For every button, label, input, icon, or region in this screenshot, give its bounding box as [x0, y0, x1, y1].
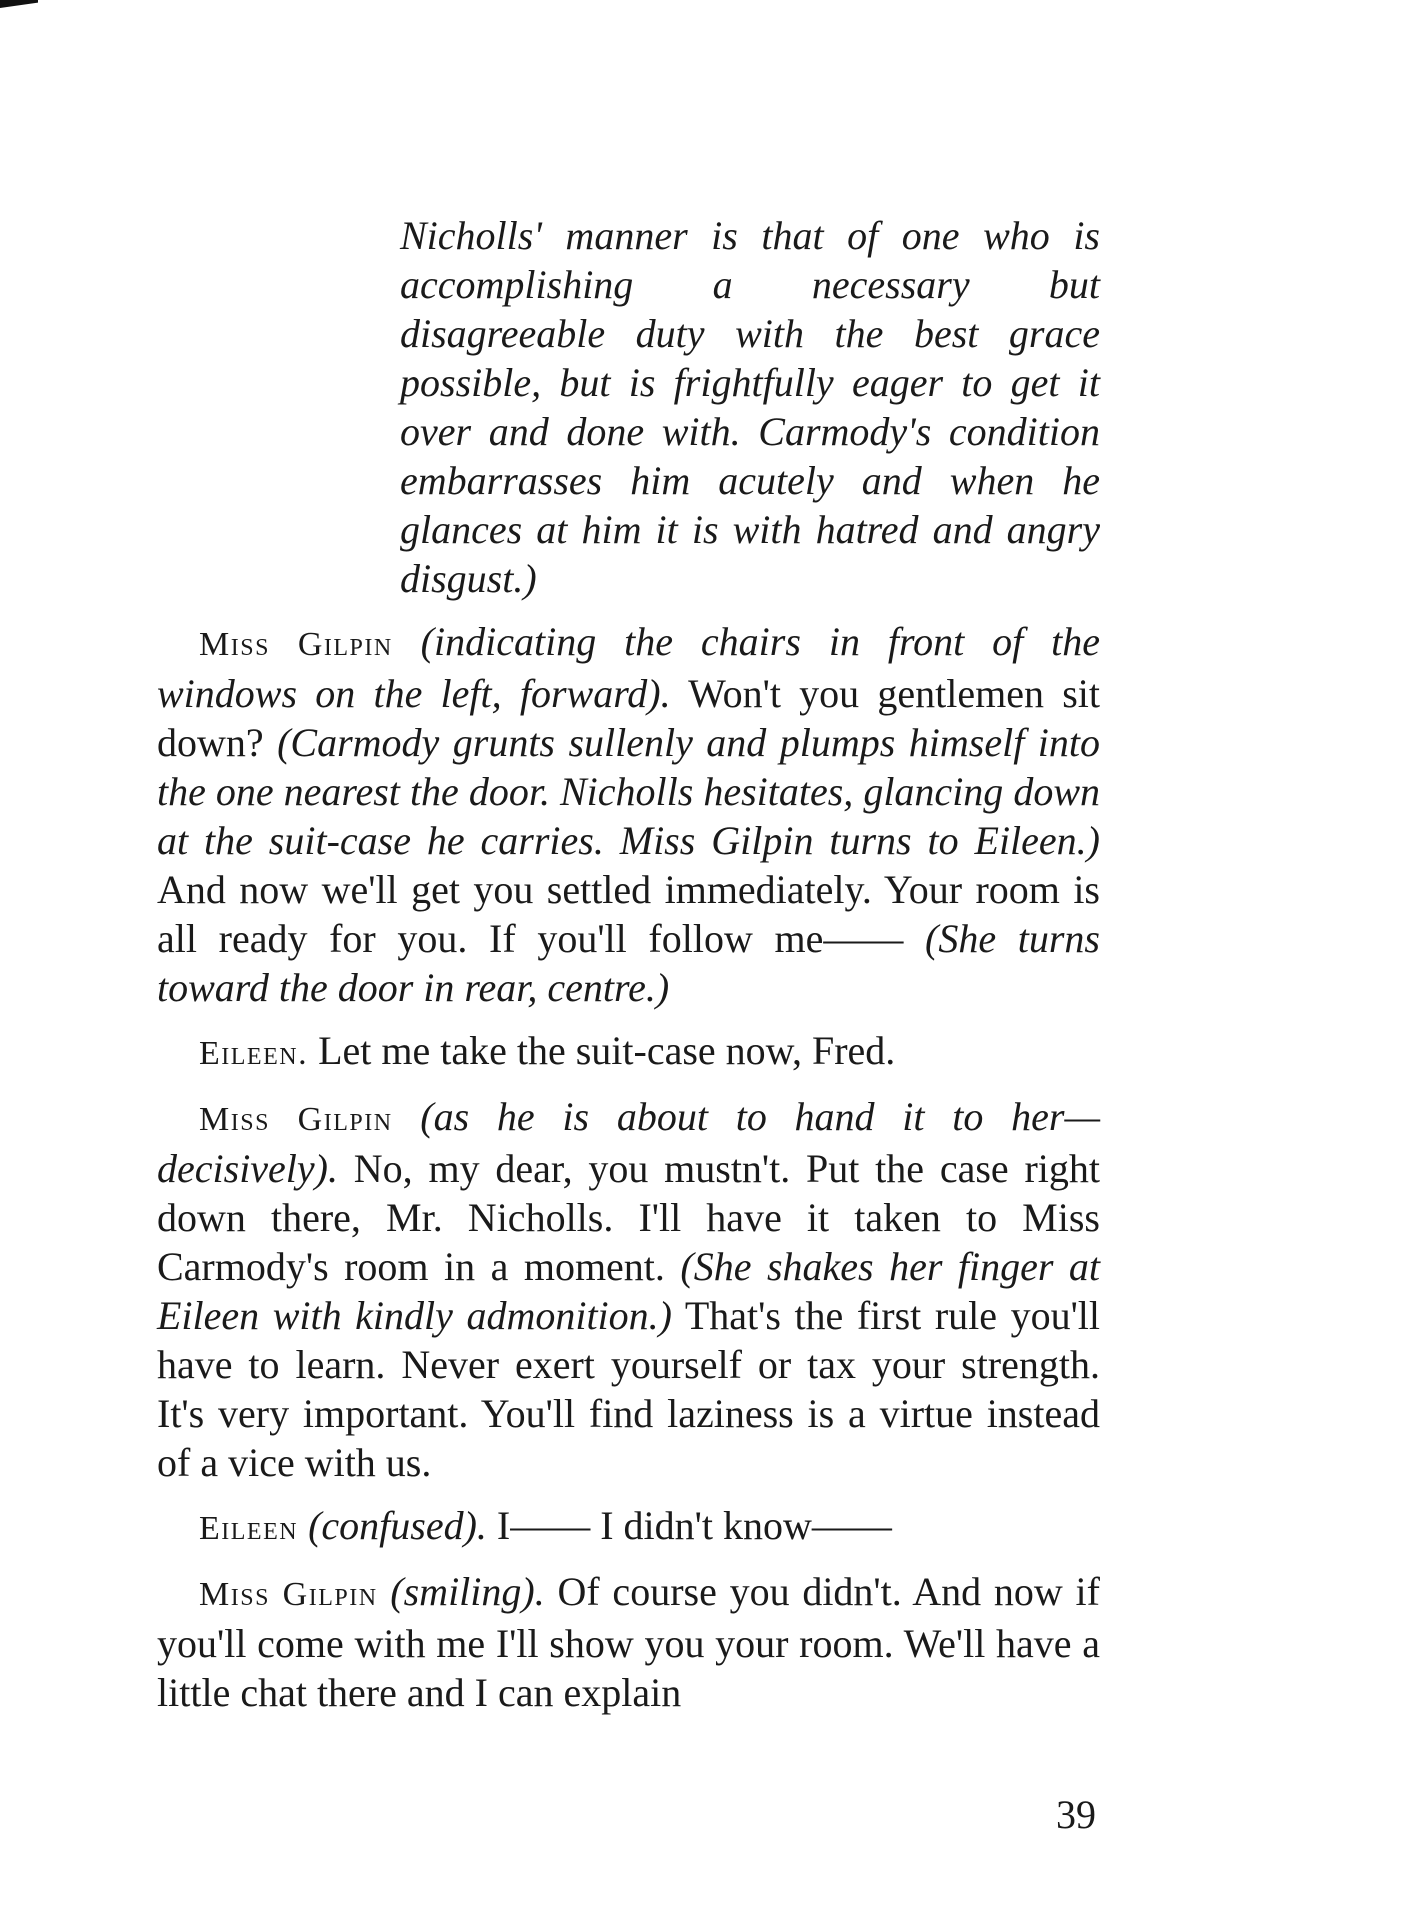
stage-direction: (She shakes her finger at Eileen with kindly admonition.) — [157, 1244, 1100, 1338]
scan-corner-mark — [0, 0, 38, 8]
speaker-name: Miss Gilpin — [199, 1576, 378, 1613]
speech-miss-gilpin-1 — [157, 617, 1100, 1012]
speaker-name: Miss Gilpin — [199, 626, 393, 663]
speaker-name: Miss Gilpin — [199, 1101, 393, 1138]
stage-direction: (confused). — [308, 1503, 487, 1548]
page-number: 39 — [1056, 1792, 1096, 1837]
dialogue-text: And now we'll get you settled immediately. Your room is all ready for you. If you'll follow me—— — [157, 867, 1100, 961]
stage-direction: (indicating the chairs in front of the windows on the left, forward). — [157, 619, 1101, 716]
speech-miss-gilpin-2 — [157, 1092, 1100, 1487]
dialogue-text: Of course you didn't. And now if you'll come with me I'll show you your room. We'll have a little chat there and I can explain — [157, 1569, 1100, 1715]
stage-direction: (as he is about to hand it to her—decisively). — [157, 1094, 1101, 1191]
dialogue-text: I—— I didn't know—— — [486, 1503, 892, 1548]
dialogue-text: Won't you gentlemen sit down? — [157, 671, 1100, 765]
dialogue-text: That's the first rule you'll have to learn. Never exert yourself or tax your strength. It's very important. You'll find laziness is a virtue instead of a vice with us. — [157, 1293, 1100, 1485]
stage-direction: (Carmody grunts sullenly and plumps himself into the one nearest the door. Nicholls hesitates, glancing down at the suit-case he carries. Miss Gilpin turns to Eileen.) — [157, 720, 1100, 863]
dialogue-text: Let me take the suit-case now, Fred. — [308, 1028, 896, 1073]
stage-direction: (smiling). — [390, 1569, 545, 1614]
stage-direction-top: Nicholls' manner is that of one who is accomplishing a necessary but disagreeable duty with the best grace possible, but is frightfully eager to get it over and done with. Carmody's condition embarrasses him acutely and when he glances at him it is with hatred and angry disgust.) — [400, 213, 1100, 601]
dialogue-text: No, my dear, you mustn't. Put the case right down there, Mr. Nicholls. I'll have it taken to Miss Carmody's room in a moment. — [157, 1146, 1100, 1289]
speech-eileen-1 — [157, 1026, 1100, 1078]
speaker-name: Eileen — [199, 1510, 299, 1547]
speaker-name: Eileen. — [199, 1035, 309, 1072]
page-body — [157, 211, 1100, 1717]
speech-eileen-2 — [157, 1501, 1100, 1553]
speech-miss-gilpin-3 — [157, 1567, 1100, 1717]
stage-direction: (She turns toward the door in rear, centre.) — [157, 916, 1101, 1010]
